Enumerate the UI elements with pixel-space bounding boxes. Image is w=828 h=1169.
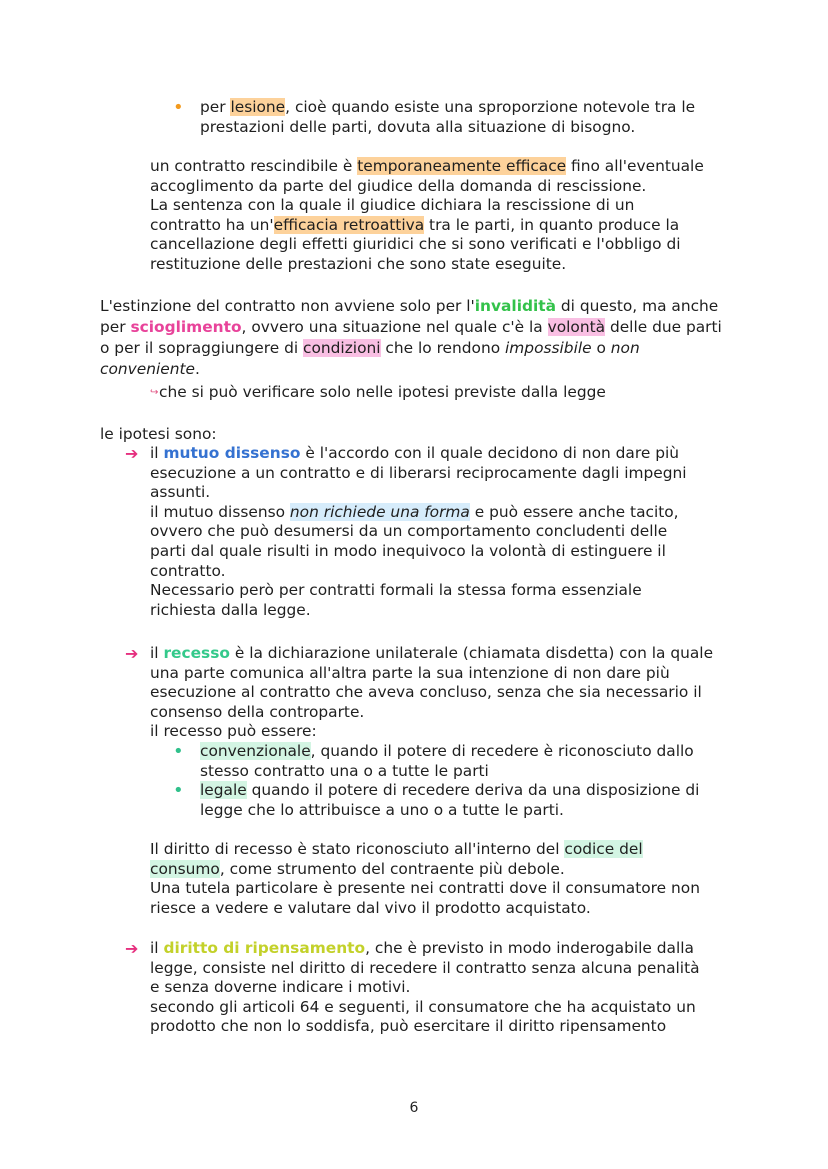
text-line: restituzione delle prestazioni che sono state eseguite. bbox=[150, 254, 567, 273]
legale-item bbox=[200, 781, 699, 820]
arrow-right-icon: ➔ bbox=[125, 939, 139, 958]
text-line: Il diritto di recesso è stato riconosciuto all'interno del codice del bbox=[150, 840, 643, 858]
convenzionale-item bbox=[200, 742, 694, 781]
rescissione-paragraph bbox=[150, 157, 704, 275]
text-line: o per il sopraggiungere di condizioni che lo rendono impossibile o non bbox=[100, 339, 640, 357]
text-line: conveniente. bbox=[100, 360, 200, 378]
text-line: Necessario però per contratti formali la stessa forma essenziale bbox=[150, 581, 642, 600]
text-line: secondo gli articoli 64 e seguenti, il consumatore che ha acquistato un bbox=[150, 997, 696, 1016]
page-number: 6 bbox=[409, 1100, 419, 1116]
keyword: recesso bbox=[163, 644, 230, 662]
arrow-right-icon: ➔ bbox=[125, 644, 139, 663]
highlight: temporaneamente efficace bbox=[357, 157, 567, 175]
text-line: stesso contratto una o a tutte le parti bbox=[200, 761, 489, 780]
text-line: il recesso può essere: bbox=[150, 722, 317, 741]
highlight: efficacia retroattiva bbox=[273, 215, 425, 234]
highlight: codice del bbox=[564, 840, 643, 858]
text-line: cancellazione degli effetti giuridici che si sono verificati e l'obbligo di bbox=[150, 235, 681, 254]
text-line: esecuzione al contratto che aveva concluso, senza che sia necessario il bbox=[150, 683, 702, 702]
ripensamento-item bbox=[150, 939, 700, 1037]
text-line: convenzionale, quando il potere di recedere è riconosciuto dallo bbox=[200, 742, 694, 760]
text-line: per lesione, cioè quando esiste una sproporzione notevole tra le bbox=[200, 98, 696, 116]
bullet-icon: • bbox=[173, 741, 184, 762]
ipotesi-intro: le ipotesi sono: bbox=[100, 425, 217, 443]
text-line: La sentenza con la quale il giudice dichiara la rescissione di un bbox=[150, 196, 635, 215]
note-line: che si può verificare solo nelle ipotesi previste dalla legge bbox=[159, 383, 606, 401]
text-line: una parte comunica all'altra parte la sua intenzione di non dare più bbox=[150, 663, 670, 682]
text-line: prestazioni delle parti, dovuta alla situazione di bisogno. bbox=[200, 117, 636, 136]
text-line: richiesta dalla legge. bbox=[150, 600, 311, 619]
text-line: legge, consiste nel diritto di recedere il contratto senza alcuna penalità bbox=[150, 958, 700, 977]
highlight: non richiede una forma bbox=[289, 502, 470, 521]
highlight: lesione bbox=[230, 98, 286, 116]
text-line: il mutuo dissenso non richiede una forma e può essere anche tacito, bbox=[150, 502, 679, 521]
recesso-item bbox=[150, 644, 713, 742]
text-line: per scioglimento, ovvero una situazione nel quale c'è la volontà delle due parti bbox=[100, 318, 722, 336]
text-line: riesce a vedere e valutare dal vivo il prodotto acquistato. bbox=[150, 898, 591, 917]
text-line: legge che lo attribuisce a uno o a tutte le parti. bbox=[200, 800, 564, 819]
lesione-item bbox=[200, 98, 695, 137]
bullet-icon: • bbox=[173, 97, 184, 118]
mutuo-dissenso-item bbox=[150, 444, 687, 620]
text-line: contratto. bbox=[150, 561, 226, 580]
text-line: il diritto di ripensamento, che è previsto in modo inderogabile dalla bbox=[150, 939, 694, 957]
estinzione-paragraph bbox=[100, 296, 722, 380]
keyword: mutuo dissenso bbox=[163, 444, 301, 462]
bullet-icon: • bbox=[173, 780, 184, 801]
text-line: e senza doverne indicare i motivi. bbox=[150, 978, 411, 997]
text-line: il mutuo dissenso è l'accordo con il quale decidono di non dare più bbox=[150, 444, 679, 462]
text-line: legale quando il potere di recedere deriva da una disposizione di bbox=[200, 781, 700, 799]
text-line: accoglimento da parte del giudice della domanda di rescissione. bbox=[150, 176, 647, 195]
keyword: scioglimento bbox=[130, 318, 242, 336]
arrow-right-icon: ➔ bbox=[125, 444, 139, 463]
highlight: condizioni bbox=[303, 339, 381, 357]
hook-arrow-icon: ↪ bbox=[150, 387, 159, 398]
text-line: parti dal quale risulti in modo inequivoco la volontà di estinguere il bbox=[150, 541, 666, 560]
highlight: volontà bbox=[547, 318, 606, 336]
text-line: Una tutela particolare è presente nei contratti dove il consumatore non bbox=[150, 879, 700, 898]
text-line: contratto ha un'efficacia retroattiva tra le parti, in quanto produce la bbox=[150, 215, 680, 234]
highlight: legale bbox=[200, 781, 247, 799]
keyword: invalidità bbox=[474, 297, 557, 315]
highlight: consumo bbox=[150, 859, 220, 878]
text-line: consenso della controparte. bbox=[150, 702, 365, 721]
text-line: L'estinzione del contratto non avviene solo per l'invalidità di questo, ma anche bbox=[100, 297, 719, 315]
text-line: ovvero che può desumersi da un comportamento concludenti delle bbox=[150, 522, 668, 541]
text-line: un contratto rescindibile è temporaneamente efficace fino all'eventuale bbox=[150, 157, 704, 175]
text-line: esecuzione a un contratto e di liberarsi reciprocamente dagli impegni bbox=[150, 463, 687, 482]
keyword: diritto di ripensamento bbox=[163, 939, 366, 957]
text-line: assunti. bbox=[150, 483, 211, 502]
codice-consumo-paragraph bbox=[150, 840, 700, 918]
text-line: prodotto che non lo soddisfa, può esercitare il diritto ripensamento bbox=[150, 1017, 667, 1036]
text-line: il recesso è la dichiarazione unilaterale (chiamata disdetta) con la quale bbox=[150, 644, 714, 662]
text-line: consumo, come strumento del contraente più debole. bbox=[150, 859, 565, 878]
highlight: convenzionale bbox=[200, 742, 311, 760]
